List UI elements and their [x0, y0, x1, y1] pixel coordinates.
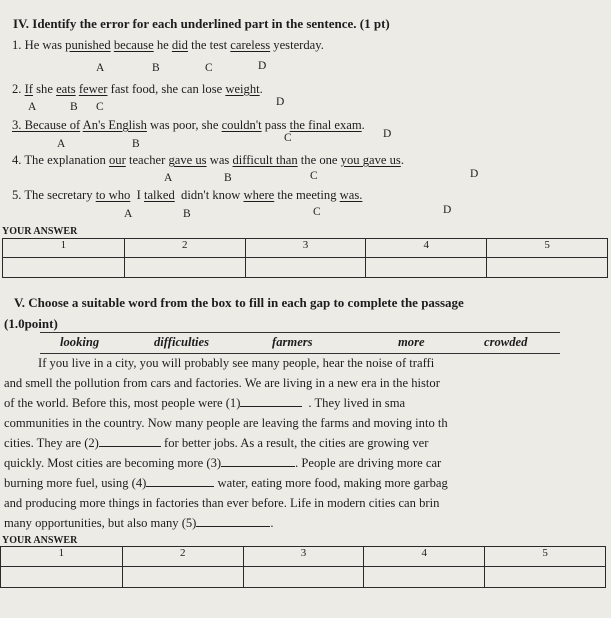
- answer-label-5: YOUR ANSWER: [2, 535, 78, 546]
- q4-text: the one: [297, 153, 341, 167]
- q3-text: pass: [261, 118, 290, 132]
- passage-line-5: [4, 436, 428, 451]
- q3-option-d: the final exam: [289, 118, 362, 132]
- q2-text: 2.: [12, 82, 25, 96]
- q3-letter-a: A: [57, 138, 66, 150]
- passage-text: . People are driving more car: [295, 456, 442, 470]
- q2-option-a: If: [24, 82, 33, 96]
- answer-table-4: [2, 238, 608, 278]
- q1-letter-c: C: [205, 62, 213, 74]
- gap-5[interactable]: [196, 516, 270, 527]
- answer-header-cell: 4: [366, 239, 487, 258]
- q5-letter-d: D: [443, 204, 452, 216]
- q4-text: .: [400, 153, 404, 167]
- q4-letter-b: B: [224, 172, 232, 184]
- q2-text: .: [259, 82, 263, 96]
- answer-header-cell: 3: [245, 239, 366, 258]
- passage-line-9: [4, 516, 274, 531]
- q2-letter-c: C: [96, 101, 104, 113]
- q3-text: .: [361, 118, 365, 132]
- q3-option-b: An's English: [82, 118, 147, 132]
- word-farmers: farmers: [272, 335, 313, 349]
- word-box: [40, 332, 560, 354]
- q1-text: yesterday.: [270, 38, 324, 52]
- passage-line-6: [4, 456, 441, 471]
- q3-option-a: 3. Because of: [12, 118, 81, 132]
- passage-text: . They lived in sma: [308, 396, 406, 410]
- answer-header-cell: 2: [124, 239, 245, 258]
- answer-cell-2[interactable]: [124, 258, 245, 278]
- gap-3[interactable]: [221, 456, 295, 467]
- q4-text: was: [206, 153, 233, 167]
- passage-text: burning more fuel, using (4): [4, 476, 147, 490]
- q2-letter-b: B: [70, 101, 78, 113]
- q5-text: didn't know: [174, 188, 244, 202]
- q1-text: the test: [187, 38, 231, 52]
- answer-cell-4[interactable]: [364, 567, 485, 588]
- section-5-points: (1.0point): [4, 316, 58, 331]
- q4-text: 4. The explanation: [12, 153, 109, 167]
- question-3: [12, 118, 365, 133]
- q1-text: 1. He was: [12, 38, 66, 52]
- answer-header-cell: 3: [243, 547, 364, 567]
- q3-letter-c: C: [284, 132, 292, 144]
- q5-text: I: [130, 188, 144, 202]
- passage-text: many opportunities, but also many (5): [4, 516, 197, 530]
- passage-line-7: [4, 476, 448, 491]
- answer-cell-4[interactable]: [366, 258, 487, 278]
- passage-text: of the world. Before this, most people were (1): [4, 396, 241, 410]
- answer-cell-5[interactable]: [485, 567, 606, 588]
- q5-option-d: was.: [339, 188, 363, 202]
- word-more: more: [398, 335, 425, 349]
- answer-header-cell: 1: [3, 239, 125, 258]
- answer-header-cell: 1: [1, 547, 123, 567]
- q2-option-c: fewer: [78, 82, 108, 96]
- passage-line-8: and producing more things in factories than ever before. Life in modern cities can brin: [4, 496, 440, 510]
- q1-letter-d: D: [258, 60, 267, 72]
- answer-table-5: [0, 546, 606, 588]
- q5-text: 5. The secretary: [12, 188, 96, 202]
- passage-text: cities. They are (2): [4, 436, 99, 450]
- q2-option-b: eats: [56, 82, 76, 96]
- q4-letter-a: A: [164, 172, 173, 184]
- q3-option-c: couldn't: [221, 118, 262, 132]
- word-crowded: crowded: [484, 335, 528, 349]
- q3-text: was poor, she: [146, 118, 222, 132]
- q4-letter-c: C: [310, 170, 318, 182]
- q5-letter-a: A: [124, 208, 133, 220]
- question-2: [12, 82, 263, 97]
- passage-text: water, eating more food, making more garbag: [214, 476, 448, 490]
- section-5-heading: V. Choose a suitable word from the box to fill in each gap to complete the passage: [14, 295, 464, 310]
- answer-header-cell: 5: [487, 239, 608, 258]
- word-difficulties: difficulties: [154, 335, 210, 349]
- q4-option-d: you gave us: [340, 153, 401, 167]
- passage-line-4: communities in the country. Now many people are leaving the farms and moving into th: [4, 416, 448, 430]
- question-5: [12, 188, 362, 203]
- gap-2[interactable]: [99, 436, 161, 447]
- passage-text: .: [270, 516, 274, 530]
- answer-cell-3[interactable]: [243, 567, 364, 588]
- passage-line-3: [4, 396, 405, 411]
- word-looking: looking: [60, 335, 100, 349]
- question-1: [12, 38, 324, 53]
- q2-text: she: [32, 82, 57, 96]
- answer-cell-5[interactable]: [487, 258, 608, 278]
- q4-text: teacher: [125, 153, 169, 167]
- q3-letter-d: D: [383, 128, 392, 140]
- q2-letter-a: A: [28, 101, 37, 113]
- passage-line-2: and smell the pollution from cars and factories. We are living in a new era in the histor: [4, 376, 440, 390]
- q4-option-a: our: [109, 153, 126, 167]
- q4-option-c: difficult than: [232, 153, 298, 167]
- q3-letter-b: B: [132, 138, 140, 150]
- q5-option-c: where: [243, 188, 275, 202]
- answer-label-4: YOUR ANSWER: [2, 226, 78, 237]
- q4-letter-d: D: [470, 168, 479, 180]
- q1-text: he: [153, 38, 172, 52]
- gap-1[interactable]: [240, 396, 302, 407]
- section-4-heading: IV. Identify the error for each underlined part in the sentence. (1 pt): [13, 16, 390, 31]
- q2-text: fast food, she can lose: [107, 82, 226, 96]
- q5-letter-b: B: [183, 208, 191, 220]
- passage-text: for better jobs. As a result, the cities are growing ver: [160, 436, 429, 450]
- passage-text: quickly. Most cities are becoming more (3): [4, 456, 222, 470]
- answer-header-cell: 4: [364, 547, 485, 567]
- q2-option-d: weight: [225, 82, 260, 96]
- q1-option-c: did: [171, 38, 188, 52]
- answer-cell-1[interactable]: [1, 567, 123, 588]
- q2-letter-d: D: [276, 96, 285, 108]
- question-4: [12, 153, 404, 168]
- answer-cell-2[interactable]: [122, 567, 243, 588]
- q5-letter-c: C: [313, 206, 321, 218]
- q1-option-d: careless: [230, 38, 271, 52]
- gap-4[interactable]: [146, 476, 214, 487]
- answer-cell-1[interactable]: [3, 258, 125, 278]
- answer-header-cell: 2: [122, 547, 243, 567]
- q1-option-a: punished: [65, 38, 111, 52]
- answer-header-cell: 5: [485, 547, 606, 567]
- q5-option-b: talked: [143, 188, 175, 202]
- q5-option-a: to who: [95, 188, 131, 202]
- q1-option-b: because: [113, 38, 154, 52]
- passage-line-1: If you live in a city, you will probably see many people, hear the noise of traffi: [38, 356, 435, 370]
- q4-option-b: gave us: [168, 153, 207, 167]
- q5-text: the meeting: [274, 188, 340, 202]
- answer-cell-3[interactable]: [245, 258, 366, 278]
- q1-letter-b: B: [152, 62, 160, 74]
- q1-letter-a: A: [96, 62, 105, 74]
